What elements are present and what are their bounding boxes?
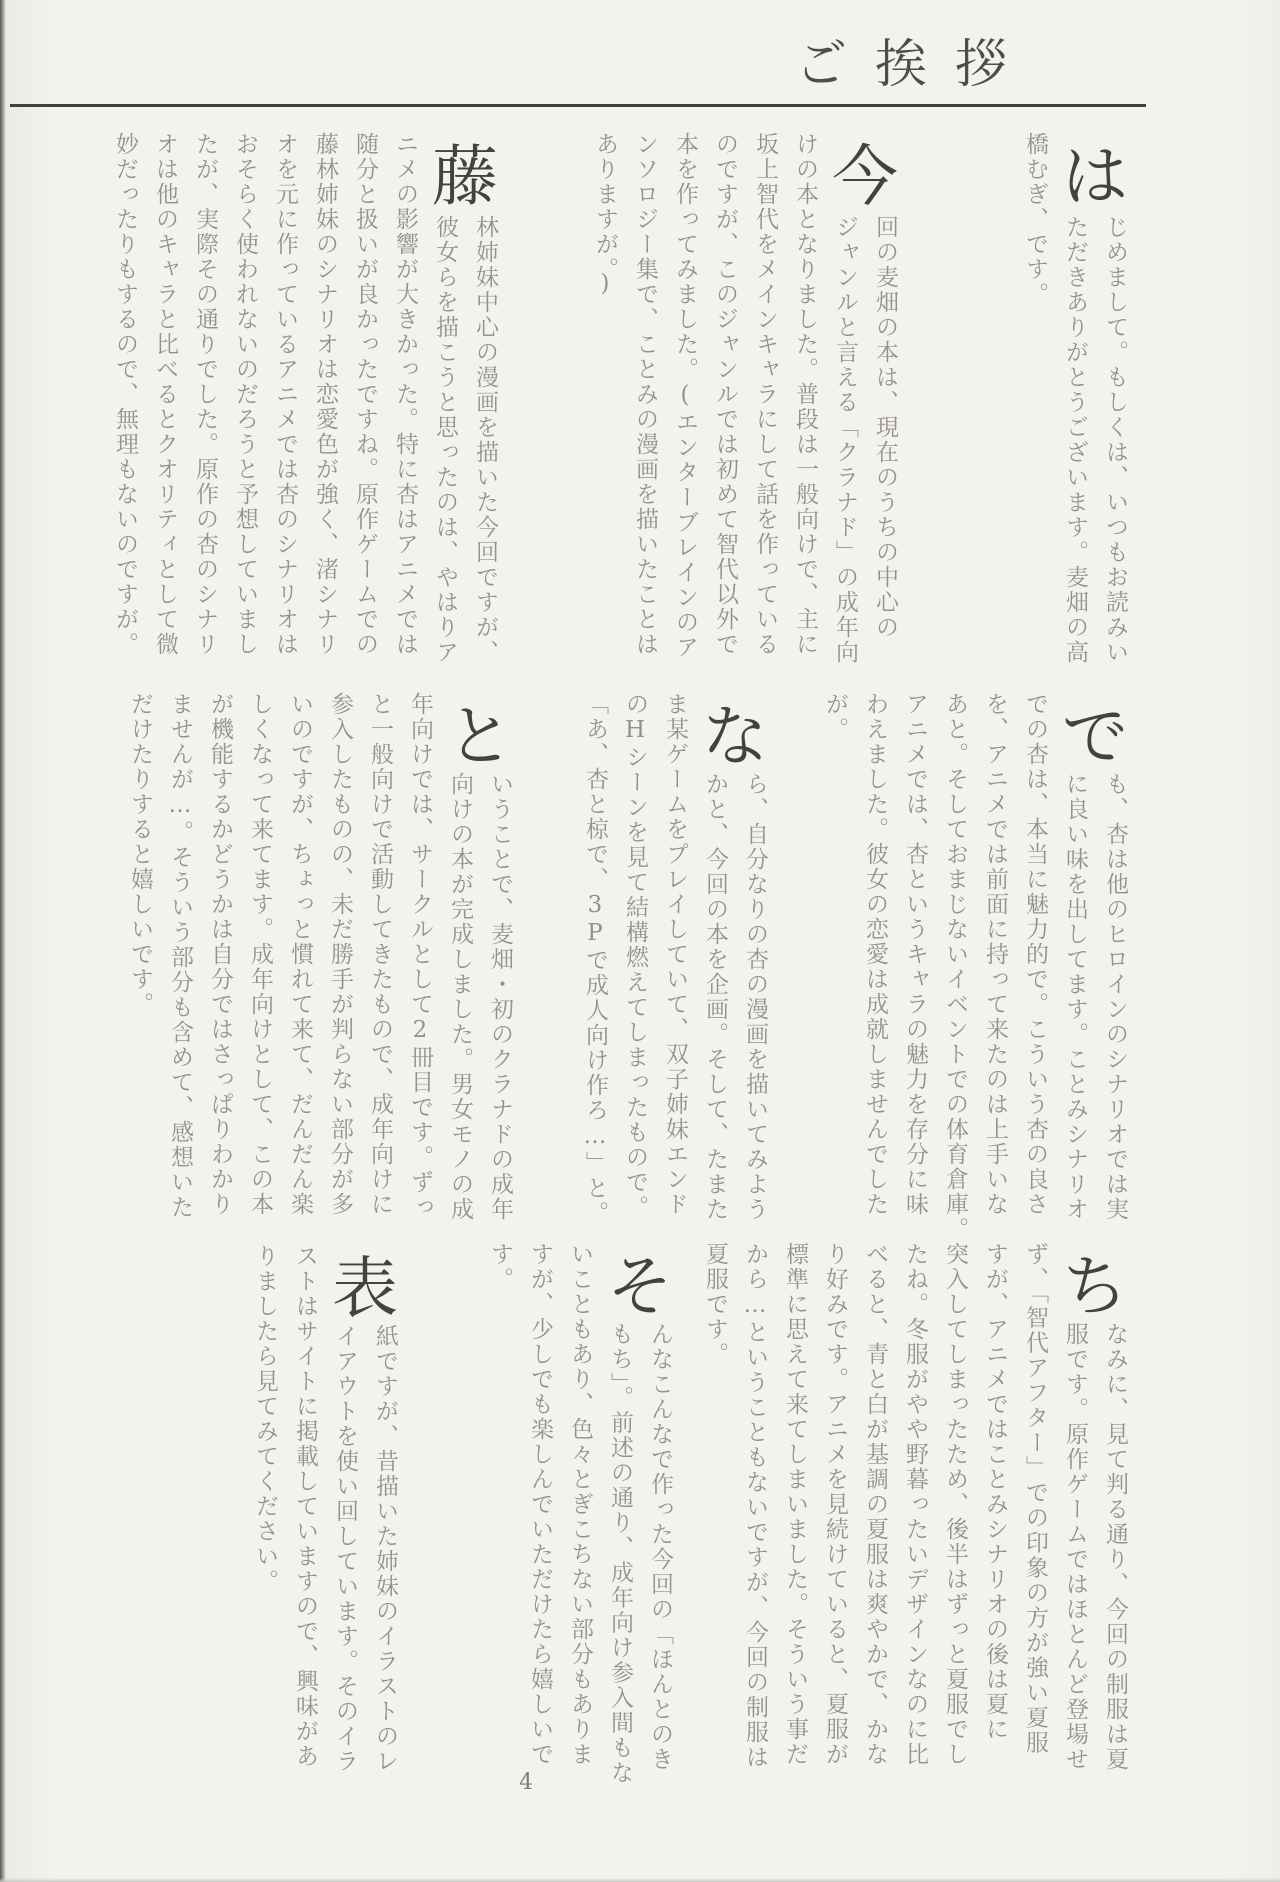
drop-cap: で <box>1062 697 1128 775</box>
text-column: ま某ゲームをプレイしていて、双子姉妹エンド <box>662 692 688 1217</box>
text-column: 妙だったりもするので、無理もないのですが。 <box>112 132 138 657</box>
text-column: あと。そしておまじないイベントでの体育倉庫。 <box>942 692 968 1242</box>
text-column: いのですが、ちょっと慣れて来て、だんだん楽 <box>287 692 313 1217</box>
text-column: を、アニメでは前面に持って来たのは上手いな <box>982 692 1008 1217</box>
text-column: も、杏は他のヒロインのシナリオでは実 <box>1102 772 1128 1222</box>
text-column: ら、自分なりの杏の漫画を描いてみよう <box>742 772 768 1222</box>
drop-cap: ち <box>1062 1247 1128 1325</box>
text-column: けの本となりました。普段は一般向けで、主に <box>792 132 818 657</box>
text-column: 参入したものの、未だ勝手が判らない部分が多 <box>327 692 353 1217</box>
text-column: ニメの影響が大きかった。特に杏はアニメでは <box>392 132 418 657</box>
text-column: いうことで、麦畑・初のクラナドの成年 <box>487 772 513 1222</box>
text-column: もち」。前述の通り、成年向け参入間もな <box>607 1322 633 1786</box>
text-column: 随分と扱いが良かったですね。原作ゲームでの <box>352 132 378 657</box>
text-column: 坂上智代をメインキャラにして話を作っている <box>752 132 778 657</box>
text-column: イアウトを使い回しています。そのイラ <box>332 1324 358 1774</box>
text-column: と一般向けで活動してきたもので、成年向けに <box>367 692 393 1217</box>
text-column: 橋むぎ、です。 <box>1022 132 1048 307</box>
text-column: から…ということもないですが、今回の制服は <box>742 1242 768 1770</box>
text-column: 標準に思えて来てしまいました。そういう事だ <box>782 1242 808 1767</box>
text-column: なみに、見て判る通り、今回の制服は夏 <box>1102 1322 1128 1772</box>
text-column: 「あ、杏と椋で、3Pで成人向け作ろ…」と。 <box>582 692 608 1226</box>
text-column: り好みです。アニメを見続けていると、夏服が <box>822 1242 848 1767</box>
text-column: 本を作ってみました。(エンターブレインのア <box>672 132 698 660</box>
text-column: しくなって来てます。成年向けとして、この本 <box>247 692 273 1217</box>
text-column: アニメでは、杏というキャラの魅力を存分に味 <box>902 692 928 1217</box>
text-column: かと、今回の本を企画。そして、たまた <box>702 772 728 1222</box>
text-column: おそらく使われないのだろうと予想していまし <box>232 132 258 657</box>
text-column: 林姉妹中心の漫画を描いた今回ですが、 <box>472 215 498 665</box>
text-column: ませんが…。そういう部分も含めて、感想いた <box>167 692 193 1220</box>
text-column: オを元に作っているアニメでは杏のシナリオは <box>272 132 298 657</box>
text-column: たね。冬服がやや野暮ったいデザインなのに比 <box>902 1242 928 1767</box>
page-title: ご挨拶 <box>795 35 1036 95</box>
text-column: のHシーンを見て結構燃えてしまったもので。 <box>622 692 648 1220</box>
text-column: での杏は、本当に魅力的で。こういう杏の良さ <box>1022 692 1048 1217</box>
text-column: オは他のキャラと比べるとクオリティとして微 <box>152 132 178 657</box>
text-column: 向けの本が完成しました。男女モノの成 <box>447 772 473 1222</box>
text-column: ンソロジー集で、ことみの漫画を描いたことは <box>632 132 658 657</box>
text-column: いこともあり、色々とぎこちない部分もありま <box>567 1242 593 1767</box>
text-column: べると、青と白が基調の夏服は爽やかで、かな <box>862 1242 888 1767</box>
drop-cap: 今 <box>832 137 898 215</box>
text-column: が機能するかどうかは自分ではさっぱりわかり <box>207 692 233 1217</box>
text-column: じめまして。もしくは、いつもお読みい <box>1102 215 1128 665</box>
text-column: わえました。彼女の恋愛は成就しませんでした <box>862 692 888 1217</box>
text-column: 紙ですが、昔描いた姉妹のイラストのレ <box>372 1324 398 1774</box>
text-column: 突入してしまったため、後半はずっと夏服でし <box>942 1242 968 1767</box>
text-column: たが、実際その通りでした。原作の杏のシナリ <box>192 132 218 657</box>
text-column: んなこんなで作った今回の「ほんとのき <box>647 1322 673 1772</box>
page-number: 4 <box>519 1770 533 1795</box>
drop-cap: 表 <box>332 1249 398 1327</box>
text-column: 彼女らを描こうと思ったのは、やはりア <box>432 215 458 665</box>
text-column: 夏服です。 <box>702 1242 728 1367</box>
drop-cap: そ <box>607 1247 673 1325</box>
text-column: す。 <box>487 1242 513 1292</box>
text-column: ありますが。) <box>592 132 618 299</box>
text-column: ジャンルと言える「クラナド」の成年向 <box>832 215 858 665</box>
text-column: ストはサイトに掲載していますので、興味があ <box>292 1244 318 1769</box>
text-column: のですが、このジャンルでは初めて智代以外で <box>712 132 738 657</box>
text-column: すが、アニメではことみシナリオの後は夏に <box>982 1242 1008 1742</box>
text-column: だけたりすると嬉しいです。 <box>127 692 153 1017</box>
text-column: 藤林姉妹のシナリオは恋愛色が強く、渚シナリ <box>312 132 338 657</box>
text-column: ず、「智代アフター」での印象の方が強い夏服 <box>1022 1242 1048 1756</box>
text-column: 回の麦畑の本は、現在のうちの中心の <box>872 215 898 640</box>
scan-edge-bottom <box>0 1878 1280 1882</box>
text-column: 服です。原作ゲームではほとんど登場せ <box>1062 1322 1088 1772</box>
text-column: 年向けでは、サークルとして2冊目です。ずっ <box>407 692 433 1220</box>
drop-cap: と <box>447 697 513 775</box>
text-column: すが、少しでも楽しんでいただけたら嬉しいで <box>527 1242 553 1767</box>
drop-cap: は <box>1062 137 1128 215</box>
text-column: ただきありがとうございます。麦畑の高 <box>1062 215 1088 665</box>
text-column: に良い味を出してます。ことみシナリオ <box>1062 772 1088 1222</box>
header-rule <box>10 104 1146 107</box>
scan-edge-shadow <box>0 0 6 1882</box>
drop-cap: な <box>702 697 768 775</box>
text-column: が。 <box>822 692 848 742</box>
drop-cap: 藤 <box>432 137 498 215</box>
text-column: りましたら見てみてください。 <box>252 1244 278 1594</box>
